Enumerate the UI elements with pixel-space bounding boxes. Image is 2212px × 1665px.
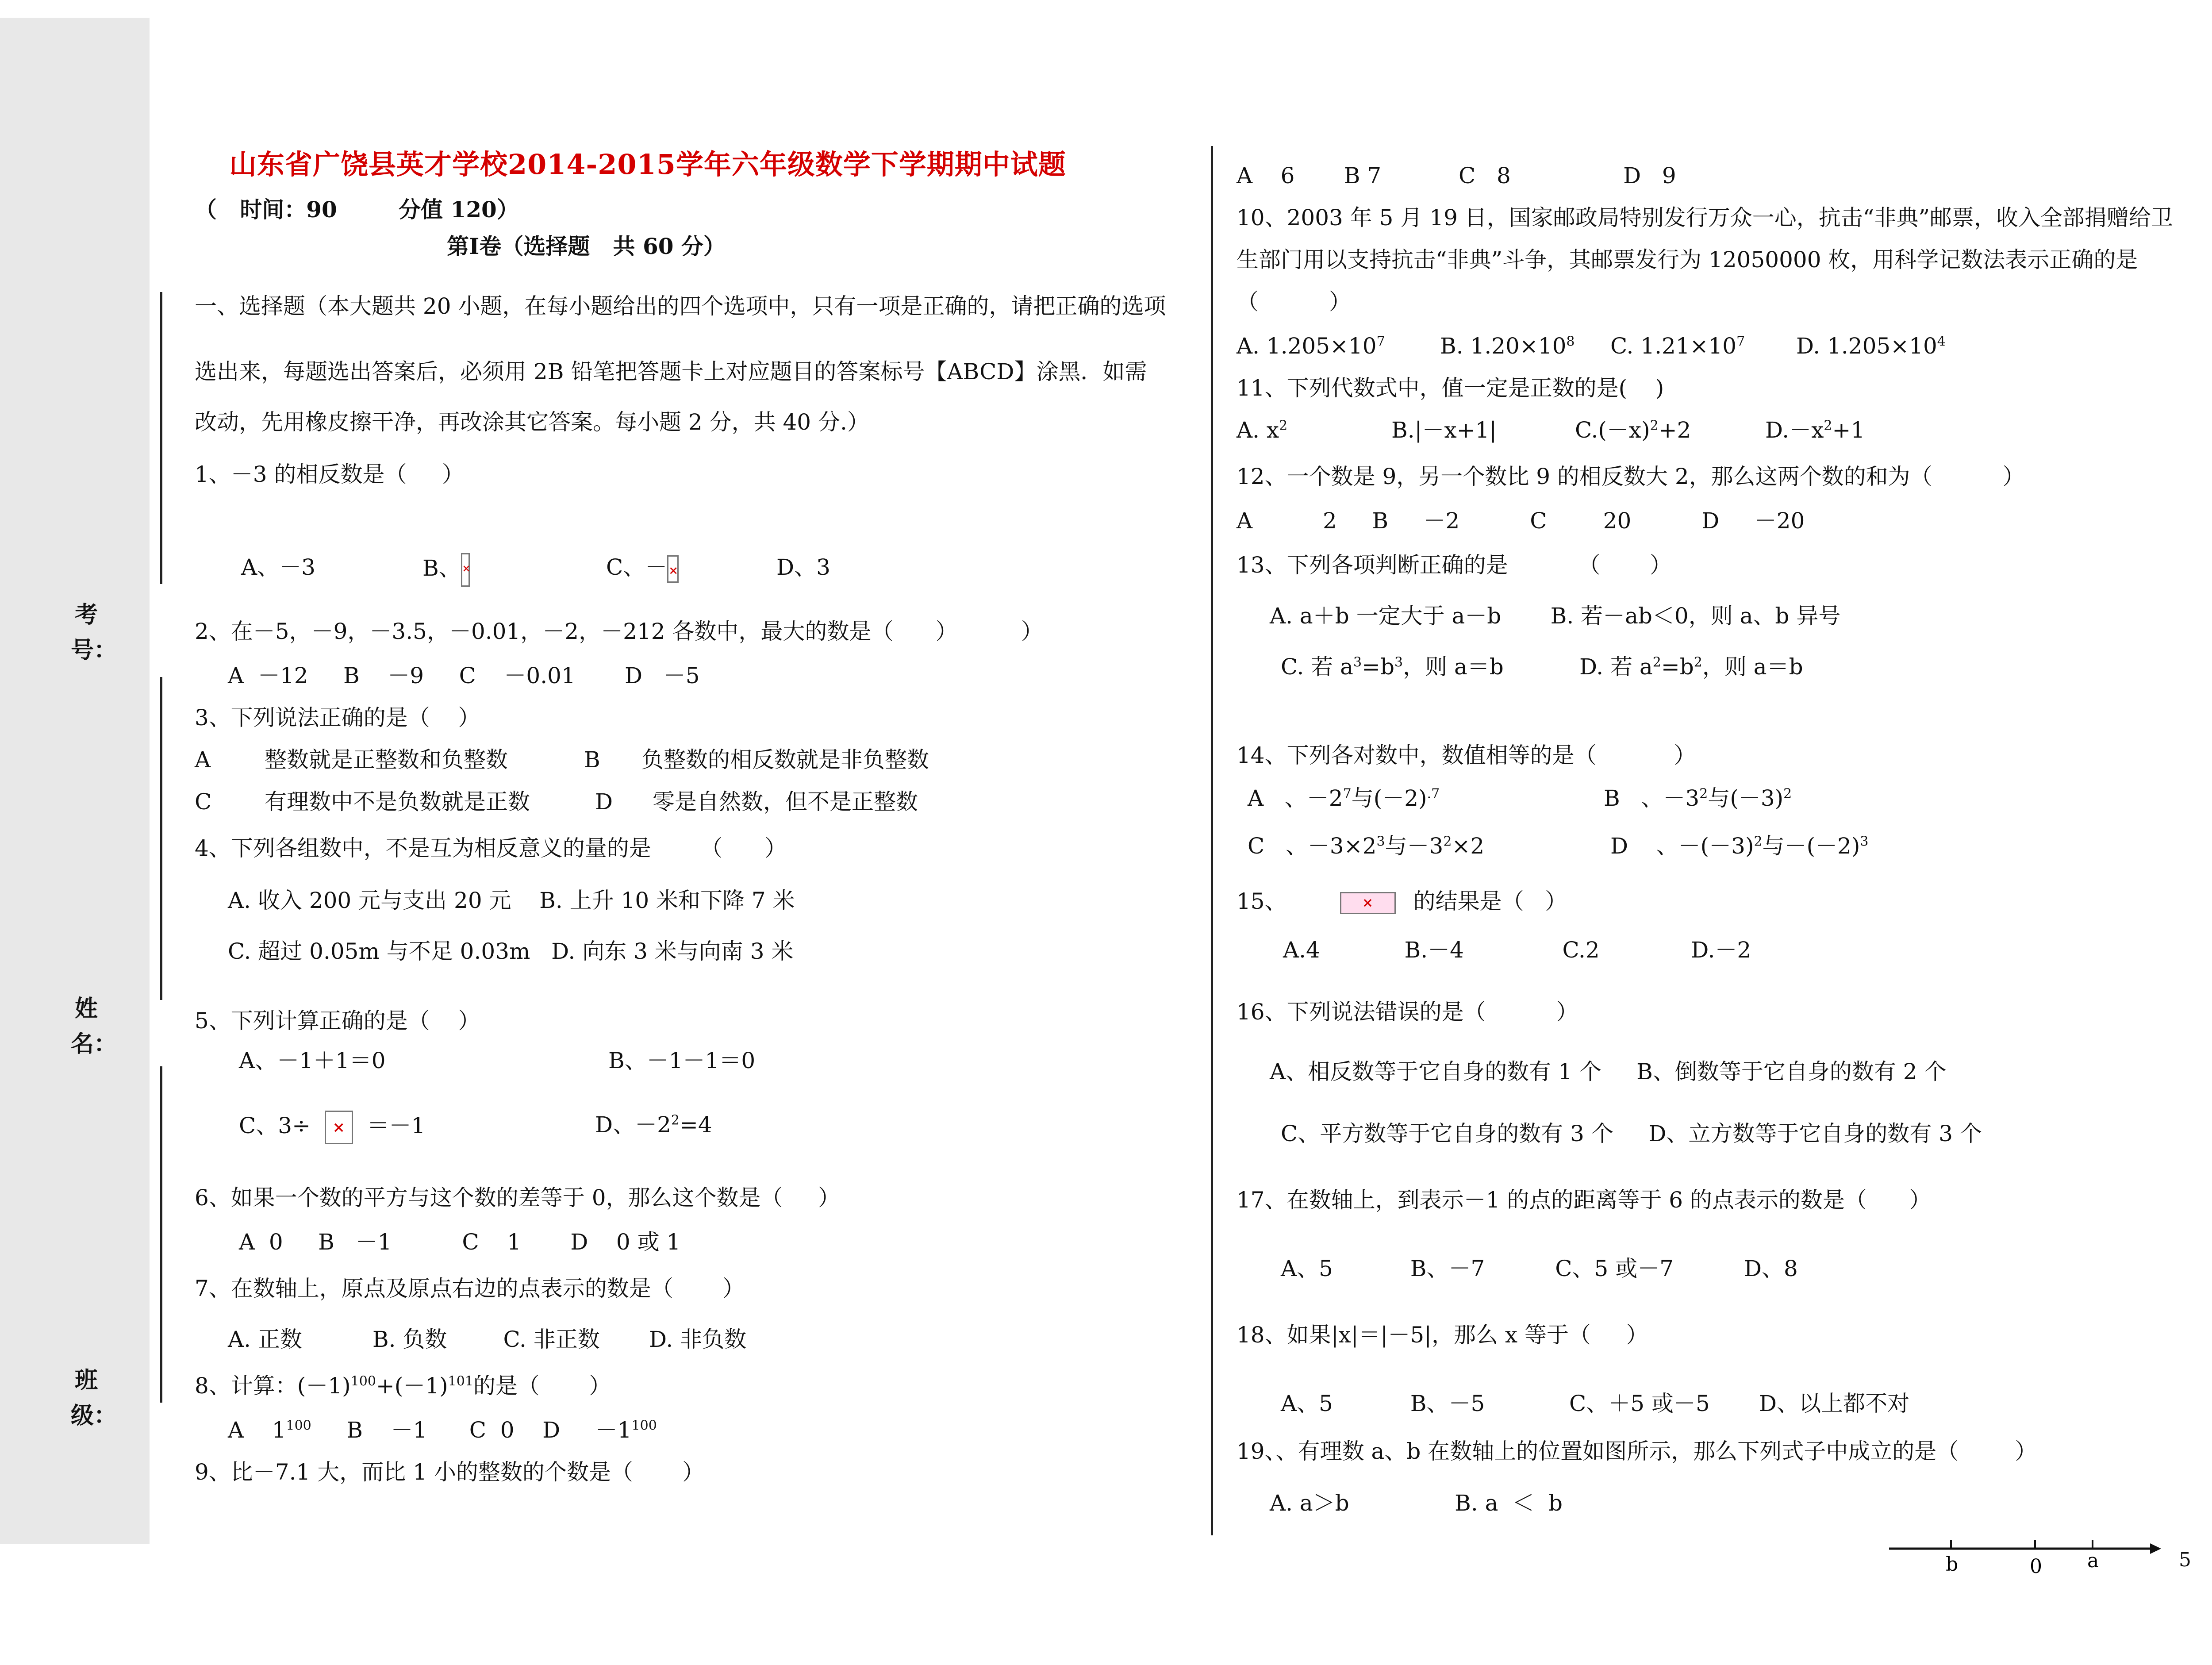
- q11-option-a: A. $x^2$: [1237, 417, 1288, 443]
- q16-options-ab: A、相反数等于它自身的数有 1 个 B、倒数等于它自身的数有 2 个: [1270, 1059, 1947, 1084]
- page-number: 5: [2179, 1549, 2191, 1571]
- q1-option-c: C、－ ×: [606, 553, 679, 583]
- q3-option-d-key: D: [595, 789, 613, 815]
- q8-options: A $1^{100}$ B －1 C 0 D $-1^{100}$: [228, 1417, 657, 1443]
- missing-image-icon: ×: [461, 553, 470, 587]
- instructions-line-1: 一、选择题（本大题共 20 小题，在每小题给出的四个选项中，只有一项是正确的，请把正确的选项: [195, 293, 1166, 319]
- number-line-arrow-icon: [2150, 1543, 2161, 1554]
- q10-line-3: （ ）: [1237, 289, 1351, 315]
- q17-stem: 17、在数轴上，到表示－1 的点的距离等于 6 的点表示的数是（ ）: [1237, 1187, 1932, 1213]
- q3-option-a-key: A: [195, 747, 211, 773]
- q9-stem: 9、比－7.1 大，而比 1 小的整数的个数是（ ）: [195, 1459, 705, 1485]
- q18-options: A、5 B、－5 C、＋5 或－5 D、以上都不对: [1281, 1391, 1910, 1416]
- q16-stem: 16、下列说法错误的是（ ）: [1237, 999, 1578, 1025]
- q5-stem: 5、下列计算正确的是（ ）: [195, 1008, 480, 1034]
- name-label: 姓 名：: [71, 995, 117, 1057]
- q5-option-c: C、3÷ × ＝－1: [239, 1111, 425, 1144]
- missing-image-icon: ×: [667, 555, 679, 583]
- q13-option-c: C. 若 $a^3=b^3$，则 a＝b: [1281, 654, 1504, 680]
- q3-option-c: 有理数中不是负数就是正数: [265, 789, 530, 815]
- q15-options: A.4 B.－4 C.2 D.－2: [1283, 937, 1751, 963]
- q6-stem: 6、如果一个数的平方与这个数的差等于 0，那么这个数是（ ）: [195, 1185, 840, 1211]
- q3-option-a: 整数就是正整数和负整数: [265, 747, 508, 773]
- exam-number-label: 考 号：: [71, 601, 117, 664]
- q5-option-b: B、－1－1＝0: [608, 1048, 756, 1073]
- q10-option-a: A. $1.205\times 10^7$: [1237, 333, 1385, 359]
- q17-options: A、5 B、－7 C、5 或－7 D、8: [1281, 1256, 1798, 1281]
- q13-options-ab: A. a＋b 一定大于 a－b B. 若－ab＜0，则 a、b 异号: [1270, 603, 1841, 629]
- exam-number-line-lower: [160, 677, 162, 1000]
- q13-option-d: D. 若 $a^2=b^2$，则 a＝b: [1579, 654, 1803, 680]
- q14-option-b: B 、$-3^2$与$(-3)^2$: [1604, 785, 1792, 811]
- q14-option-d: D 、$-(-3)^2$与$-(-2)^3$: [1610, 833, 1869, 859]
- q14-option-a: A 、$-2^7$与$(-2)^{.7}$: [1248, 785, 1440, 811]
- q3-option-b-key: B: [584, 747, 600, 773]
- q11-stem: 11、下列代数式中，值一定是正数的是( ): [1237, 375, 1664, 401]
- exam-number-line: [160, 292, 162, 584]
- q11-option-c: $C.(-x)^2+2$: [1575, 417, 1691, 443]
- column-divider: [1211, 146, 1213, 1535]
- q4-options-ab: A. 收入 200 元与支出 20 元 B. 上升 10 米和下降 7 米: [228, 888, 795, 913]
- q5-option-a: A、－1＋1＝0: [239, 1048, 386, 1073]
- q15-stem: 15、 × 的结果是（ ）: [1237, 888, 1567, 914]
- q12-stem: 12、一个数是 9，另一个数比 9 的相反数大 2，那么这两个数的和为（ ）: [1237, 464, 2025, 489]
- instructions-line-2: 选出来，每题选出答案后，必须用 2B 铅笔把答题卡上对应题目的答案标号【ABCD】涂黑．如需: [195, 359, 1147, 385]
- missing-image-icon: ×: [1340, 892, 1396, 914]
- q7-options: A. 正数 B. 负数 C. 非正数 D. 非负数: [228, 1327, 747, 1352]
- q19-stem: 19、、有理数 a、b 在数轴上的位置如图所示，那么下列式子中成立的是（ ）: [1237, 1438, 2037, 1464]
- q10-option-c: C. $1.21\times 10^7$: [1610, 333, 1745, 359]
- number-line-figure: [1889, 1527, 2172, 1584]
- q6-options: A 0 B －1 C 1 D 0 或 1: [239, 1229, 681, 1255]
- q2-stem: 2、在－5，－9，－3.5，－0.01，－2，－212 各数中，最大的数是（ ） ）: [195, 619, 1043, 644]
- q11-option-d: $D.-x^2+1$: [1765, 417, 1865, 443]
- section-title: 第Ⅰ卷（选择题 共 60 分）: [447, 233, 726, 259]
- q2-options: A －12 B －9 C －0.01 D －5: [228, 663, 700, 688]
- q4-stem: 4、下列各组数中，不是互为相反意义的量的是 （ ）: [195, 835, 787, 861]
- q10-line-1: 10、2003 年 5 月 19 日，国家邮政局特别发行万众一心，抗击“非典”邮票，收入全部捐赠给卫: [1237, 205, 2173, 231]
- q16-options-cd: C、平方数等于它自身的数有 3 个 D、立方数等于它自身的数有 3 个: [1281, 1121, 1982, 1146]
- q1-stem: 1、－3 的相反数是（ ）: [195, 461, 464, 487]
- q10-option-b: B. $1.20\times 10^8$: [1440, 333, 1575, 359]
- q9-options: A 6 B 7 C 8 D 9: [1237, 163, 1676, 188]
- q11-option-b: B.|－x+1|: [1391, 417, 1497, 443]
- q3-option-b: 负整数的相反数就是非负整数: [641, 747, 929, 773]
- q1-option-d: D、3: [776, 554, 830, 580]
- missing-image-icon: ×: [325, 1111, 353, 1144]
- q14-option-c: C 、$-3\times 2^3$与$-3^2\times 2$: [1248, 833, 1485, 859]
- q1-option-a: A、－3: [241, 554, 315, 580]
- name-line: [160, 1066, 162, 1403]
- binding-margin: [0, 18, 150, 1544]
- exam-title: 山东省广饶县英才学校2014-2015学年六年级数学下学期期中试题: [229, 148, 1066, 181]
- q18-stem: 18、如果|x|＝|－5|，那么 x 等于（ ）: [1237, 1322, 1648, 1348]
- exam-time-score: （ 时间：90 分值 120）: [195, 196, 519, 223]
- q14-stem: 14、下列各对数中，数值相等的是（ ）: [1237, 742, 1696, 768]
- q4-options-cd: C. 超过 0.05m 与不足 0.03m D. 向东 3 米与向南 3 米: [228, 938, 794, 964]
- number-line-label-a: a: [2087, 1550, 2099, 1572]
- q3-stem: 3、下列说法正确的是（ ）: [195, 705, 480, 731]
- q13-stem: 13、下列各项判断正确的是 （ ）: [1237, 552, 1672, 578]
- number-line-label-zero: 0: [2030, 1555, 2042, 1578]
- q19-options: A. a＞b B. a ＜ b: [1270, 1490, 1563, 1516]
- q5-option-d: D、$-2^2=4$: [595, 1112, 712, 1138]
- q7-stem: 7、在数轴上，原点及原点右边的点表示的数是（ ）: [195, 1276, 745, 1301]
- class-label: 班级：: [71, 1367, 117, 1429]
- q12-options: A 2 B －2 C 20 D －20: [1237, 508, 1805, 534]
- q10-option-d: D. $1.205\times 10^4$: [1796, 333, 1946, 359]
- q3-option-d: 零是自然数，但不是正整数: [653, 789, 918, 815]
- q3-option-c-key: C: [195, 789, 212, 815]
- instructions-line-3: 改动，先用橡皮擦干净，再改涂其它答案。每小题 2 分，共 40 分.）: [195, 409, 869, 435]
- q1-option-b: B、 ×: [422, 553, 470, 587]
- number-line-label-b: b: [1946, 1553, 1959, 1576]
- q10-line-2: 生部门用以支持抗击“非典”斗争，其邮票发行为 12050000 枚，用科学记数法表示正确的是: [1237, 247, 2138, 273]
- q8-stem: 8、计算：$(-1)^{100}+(-1)^{101}$的是（ ）: [195, 1373, 611, 1399]
